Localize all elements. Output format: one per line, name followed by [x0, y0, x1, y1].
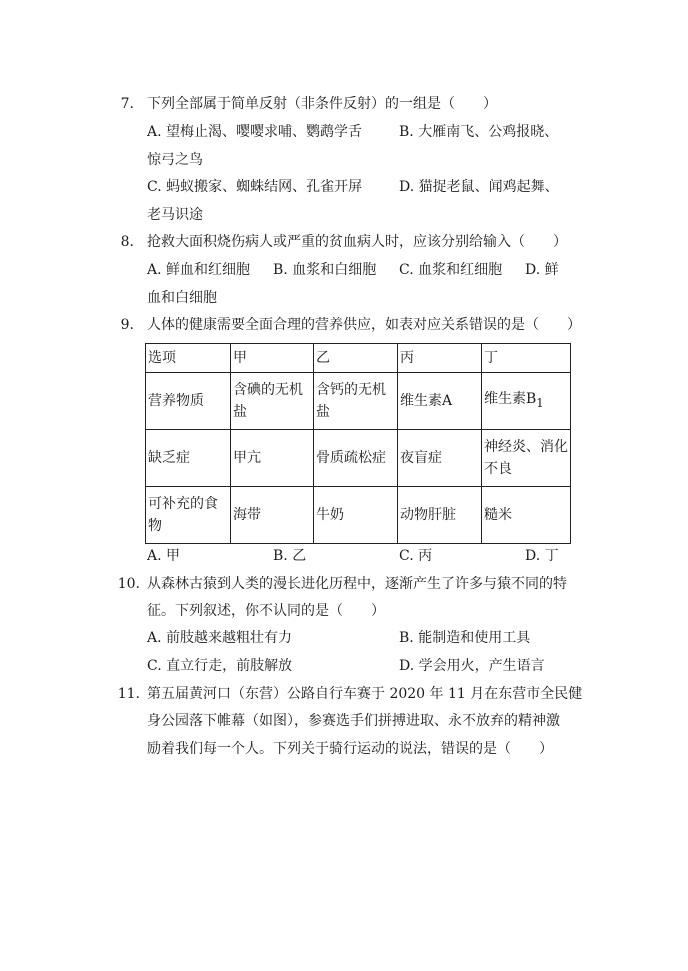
table-cell: 丙	[398, 344, 482, 373]
q8-option-c: C. 血浆和红细胞	[399, 262, 503, 278]
table-cell: 营养物质	[146, 373, 231, 430]
q9-number: 9.	[120, 317, 134, 333]
table-cell: 甲	[231, 344, 314, 373]
q7-option-c: C. 蚂蚁搬家、蜘蛛结网、孔雀开屏	[147, 179, 363, 195]
table-cell: 维生素A	[398, 373, 482, 430]
table-cell: 丁	[482, 344, 571, 373]
table-cell: 含碘的无机盐	[231, 373, 314, 430]
q11-stem: 第五届黄河口（东营）公路自行车赛于 2020 年 11 月在东营市全民健	[147, 686, 583, 702]
q9-option-d: D. 丁	[525, 548, 559, 564]
table-cell: 甲亢	[231, 430, 314, 487]
q11-stem-cont2: 励着我们每一个人。下列关于骑行运动的说法，错误的是（ ）	[147, 741, 553, 757]
table-row	[146, 430, 571, 487]
table-cell: 缺乏症	[146, 430, 231, 487]
q8-option-d-cont: 血和白细胞	[147, 290, 217, 306]
table-cell: 动物肝脏	[398, 487, 482, 544]
q8-option-a: A. 鲜血和红细胞	[147, 262, 251, 278]
q7-stem: 下列全部属于简单反射（非条件反射）的一组是（ ）	[147, 96, 497, 112]
nutrition-table	[145, 343, 571, 544]
table-cell: 乙	[314, 344, 398, 373]
q11-stem-cont: 身公园落下帷幕（如图），参赛选手们拼搏进取、永不放弃的精神激	[147, 713, 560, 729]
q11-number: 11.	[117, 686, 140, 702]
table-cell: 糙米	[482, 487, 571, 544]
table-row	[146, 344, 571, 373]
q8-number: 8.	[120, 234, 134, 250]
table-cell: 神经炎、消化不良	[482, 430, 571, 487]
q7-option-d-cont: 老马识途	[147, 207, 203, 223]
q10-option-a: A. 前肢越来越粗壮有力	[147, 630, 293, 646]
table-row	[146, 487, 571, 544]
q9-option-a: A. 甲	[147, 548, 181, 564]
table-cell: 海带	[231, 487, 314, 544]
table-cell: 牛奶	[314, 487, 398, 544]
table-cell: 可补充的食物	[146, 487, 231, 544]
q7-number: 7.	[120, 96, 134, 112]
q10-number: 10.	[117, 576, 140, 592]
q9-option-b: B. 乙	[273, 548, 307, 564]
table-cell: 骨质疏松症	[314, 430, 398, 487]
q10-option-b: B. 能制造和使用工具	[399, 630, 531, 646]
vitamin-b-label: 维生素B	[484, 391, 537, 408]
q7-option-b-cont: 惊弓之鸟	[147, 152, 203, 168]
table-cell: 夜盲症	[398, 430, 482, 487]
q7-option-a: A. 望梅止渴、嘤嘤求哺、鹦鹉学舌	[147, 124, 363, 140]
q8-stem: 抢救大面积烧伤病人或严重的贫血病人时，应该分别给输入（ ）	[147, 234, 567, 250]
q8-option-b: B. 血浆和白细胞	[273, 262, 377, 278]
q9-stem: 人体的健康需要全面合理的营养供应，如表对应关系错误的是（ ）	[147, 317, 581, 333]
table-cell	[482, 373, 571, 430]
q7-option-b: B. 大雁南飞、公鸡报晓、	[399, 124, 559, 140]
q10-stem-cont: 征。下列叙述，你不认同的是（ ）	[147, 603, 385, 619]
table-row	[146, 373, 571, 430]
table-cell: 含钙的无机盐	[314, 373, 398, 430]
q8-option-d: D. 鲜	[525, 262, 559, 278]
q10-option-d: D. 学会用火，产生语言	[399, 658, 545, 674]
vitamin-b-subscript: 1	[536, 395, 544, 410]
q7-option-d: D. 猫捉老鼠、闻鸡起舞、	[399, 179, 559, 195]
table-cell: 选项	[146, 344, 231, 373]
q10-stem: 从森林古猿到人类的漫长进化历程中，逐渐产生了许多与猿不同的特	[147, 576, 567, 592]
q10-option-c: C. 直立行走，前肢解放	[147, 658, 293, 674]
q9-option-c: C. 丙	[399, 548, 433, 564]
